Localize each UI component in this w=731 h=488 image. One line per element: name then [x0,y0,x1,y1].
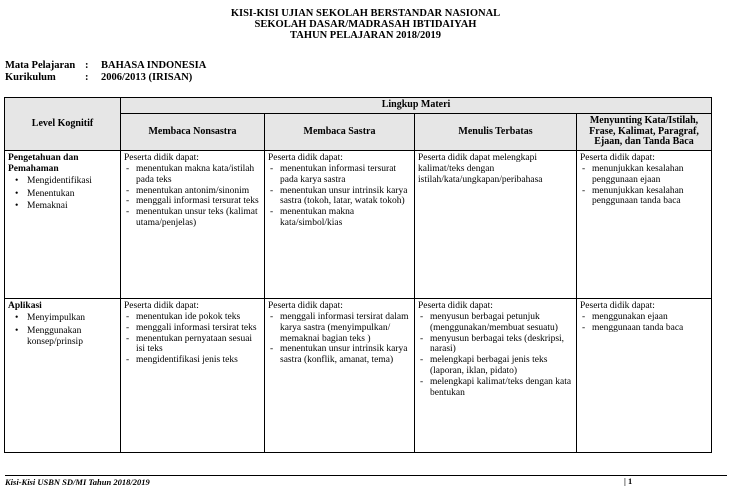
list-item: - menggali informasi tersurat teks [124,196,261,207]
table-row [5,299,712,453]
list-item: - mengidentifikasi jenis teks [124,355,261,366]
list-item: - menyusun berbagai petunjuk (menggunakan/membuat sesuatu) [418,312,573,334]
cell-intro: Peserta didik dapat: [268,301,343,312]
list-item: - menentukan ide pokok teks [124,312,261,323]
page-number: | 1 [624,476,633,486]
list-item: - menyusun berbagai teks (deskripsi, narasi) [418,334,573,356]
table-cell [577,299,712,453]
level-cell [5,299,121,453]
cell-list [580,312,708,334]
level-kognitif-header: Level Kognitif [5,98,121,151]
cell-list [124,312,261,366]
cell-intro: Peserta didik dapat: [418,301,493,312]
level-title: Aplikasi [8,301,42,312]
level-list [8,176,117,212]
list-item: - menentukan unsur teks (kalimat utama/penjelas) [124,207,261,229]
table-cell [415,151,577,299]
list-item: - melengkapi berbagai jenis teks (laporan, iklan, pidato) [418,355,573,377]
level-item: • Menentukan [8,189,117,200]
subject-value: BAHASA INDONESIA [101,60,207,71]
table-cell [121,299,265,453]
level-item: • Memaknai [8,201,117,212]
level-list [8,313,117,347]
table-row [5,151,712,299]
list-item: - menentukan makna kata/istilah pada teks [124,164,261,186]
col-header-membaca-sastra: Membaca Sastra [265,113,415,150]
cell-list [268,312,411,366]
kisi-table [4,97,712,453]
level-cell [5,151,121,299]
cell-list [580,164,708,207]
cell-intro: Peserta didik dapat melengkapi kalimat/teks dengan istilah/kata/ungkapan/peribahasa [418,153,543,185]
colon: : [85,60,89,71]
page-footer: Kisi-Kisi USBN SD/MI Tahun 2018/2019 [5,475,727,487]
colon: : [85,72,89,83]
cell-list [124,164,261,229]
table-cell [415,299,577,453]
table-cell [265,151,415,299]
level-item: • Menyimpulkan [8,313,117,324]
doc-title-line-1: KISI-KISI UJIAN SEKOLAH BERSTANDAR NASIONAL [230,8,501,19]
cell-list [418,312,573,398]
subject-label: Mata Pelajaran [5,60,76,71]
list-item: - menentukan unsur intrinsik karya sastra (tokoh, latar, watak tokoh) [268,186,411,208]
list-item: - menggunakan ejaan [580,312,708,323]
list-item: - menentukan makna kata/simbol/kias [268,207,411,229]
list-item: - menentukan antonim/sinonim [124,186,261,197]
meta-curriculum [5,72,192,84]
level-item: • Mengidentifikasi [8,176,117,187]
list-item: - menggunaan tanda baca [580,323,708,334]
table-cell [265,299,415,453]
lingkup-materi-header: Lingkup Materi [121,98,712,114]
level-item: • Menggunakan konsep/prinsip [8,326,117,348]
list-item: - menentukan informasi tersurat pada karya sastra [268,164,411,186]
meta-subject [5,60,206,72]
col-header-menyunting: Menyunting Kata/Istilah, Frase, Kalimat, Paragraf, Ejaan, dan Tanda Baca [577,113,712,150]
curriculum-label: Kurikulum [5,72,56,83]
list-item: - menunjukkan kesalahan penggunaan ejaan [580,164,708,186]
doc-title-line-2: SEKOLAH DASAR/MADRASAH IBTIDAIYAH [254,19,477,30]
list-item: - menunjukkan kesalahan penggunaan tanda baca [580,186,708,208]
cell-list [268,164,411,229]
col-header-menulis-terbatas: Menulis Terbatas [415,113,577,150]
list-item: - menentukan unsur intrinsik karya sastra (konflik, amanat, tema) [268,344,411,366]
list-item: - menentukan pernyataan sesuai isi teks [124,334,261,356]
list-item: - menggali informasi tersirat dalam karya sastra (menyimpulkan/ memaknai bagian teks ) [268,312,411,344]
list-item: - menggali informasi tersirat teks [124,323,261,334]
cell-intro: Peserta didik dapat: [580,301,655,312]
list-item: - melengkapi kalimat/teks dengan kata bentukan [418,377,573,399]
cell-intro: Peserta didik dapat: [124,301,199,312]
doc-title-line-3: TAHUN PELAJARAN 2018/2019 [290,30,441,41]
table-cell [121,151,265,299]
cell-intro: Peserta didik dapat: [268,153,343,164]
col-header-membaca-nonsastra: Membaca Nonsastra [121,113,265,150]
cell-intro: Peserta didik dapat: [124,153,199,164]
table-cell [577,151,712,299]
level-title: Pengetahuan dan Pemahaman [8,153,79,174]
cell-intro: Peserta didik dapat: [580,153,655,164]
curriculum-value: 2006/2013 (IRISAN) [101,72,193,83]
